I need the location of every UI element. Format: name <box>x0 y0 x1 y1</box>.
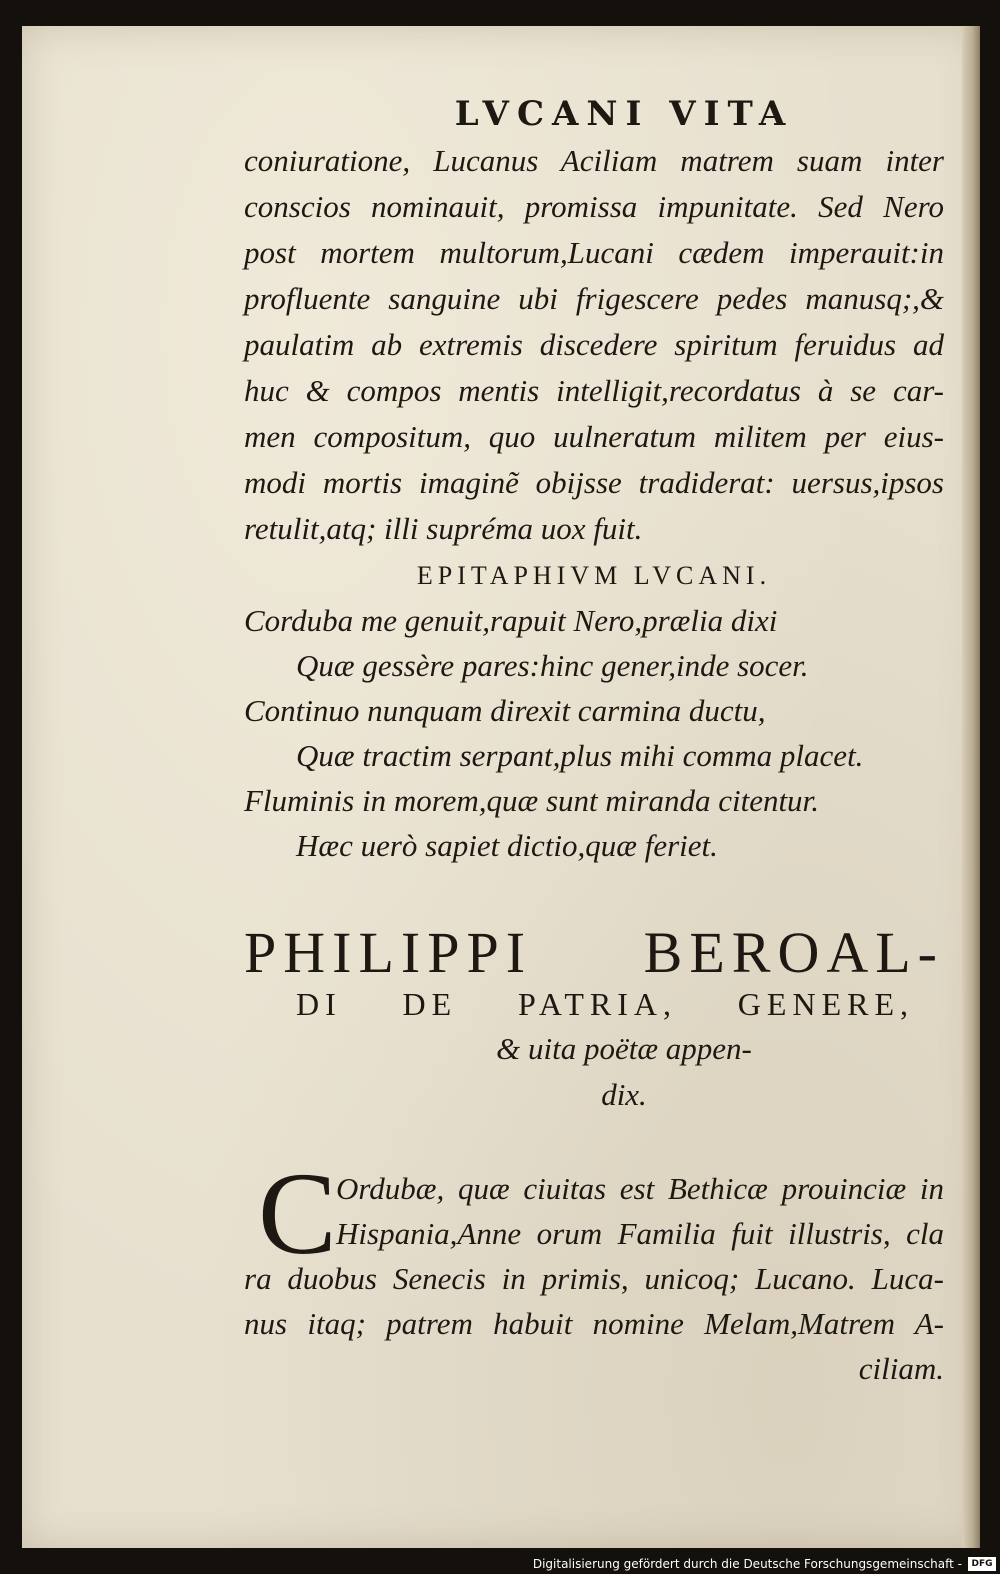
dfg-logo: DFG <box>968 1557 996 1571</box>
section-title-line4: dix. <box>601 1077 647 1112</box>
prose-line: retulit,atq; illi supréma uox fuit. <box>244 511 643 546</box>
prose-line: paulatim ab extremis discedere spiritum feruidus ad <box>244 327 944 362</box>
footer-credit: Digitalisierung gefördert durch die Deutsche Forschungsgemeinschaft - <box>400 1554 1000 1574</box>
body-line: Ordubæ, quæ ciuitas est Bethicæ prouinciæ in <box>336 1171 944 1206</box>
prose-line: conscios nominauit, promissa impunitate. Sed Nero <box>244 189 944 224</box>
verse-line: Fluminis in morem,quæ sunt miranda citentur. <box>244 783 819 818</box>
verse-line: Hæc uerò sapiet dictio,quæ feriet. <box>296 828 718 863</box>
prose-line: modi mortis imaginẽ obijsse tradiderat: uersus,ipsos <box>244 465 944 500</box>
prose-line: post mortem multorum,Lucani cædem imperauit:in <box>244 235 944 270</box>
book-page <box>22 26 980 1548</box>
body-line: nus itaq; patrem habuit nomine Melam,Matrem A- <box>244 1306 944 1341</box>
epitaph-verse <box>244 598 944 868</box>
body-line: ra duobus Senecis in primis, unicoq; Lucano. Luca- <box>244 1261 944 1296</box>
prose-paragraph <box>244 138 944 552</box>
epitaph-heading: EPITAPHIVM LVCANI. <box>416 561 772 590</box>
body-paragraph <box>244 1148 944 1391</box>
prose-line: profluente sanguine ubi frigescere pedes manusq;,& <box>244 281 944 316</box>
section-title-line3: & uita poëtæ appen- <box>496 1031 752 1066</box>
text-block <box>244 94 944 1391</box>
section-title-line2: DI DE PATRIA, GENERE, <box>296 986 914 1022</box>
prose-line: coniuratione, Lucanus Aciliam matrem suam inter <box>244 143 944 178</box>
verse-line: Continuo nunquam direxit carmina ductu, <box>244 693 766 728</box>
body-line: ciliam. <box>858 1351 944 1386</box>
body-line: Hispania,Anne orum Familia fuit illustris, cla <box>336 1216 944 1251</box>
drop-cap: C <box>258 1148 337 1279</box>
verse-line: Quæ tractim serpant,plus mihi comma placet. <box>296 738 864 773</box>
verse-line: Corduba me genuit,rapuit Nero,prælia dixi <box>244 603 778 638</box>
prose-line: huc & compos mentis intelligit,recordatus à se car- <box>244 373 944 408</box>
verse-line: Quæ gessère pares:hinc gener,inde socer. <box>296 648 809 683</box>
prose-line: men compositum, quo uulneratum militem per eius- <box>244 419 944 454</box>
page-edge <box>962 26 980 1548</box>
running-head: LVCANI VITA <box>454 94 794 134</box>
section-title: PHILIPPI BEROAL- <box>244 920 944 985</box>
